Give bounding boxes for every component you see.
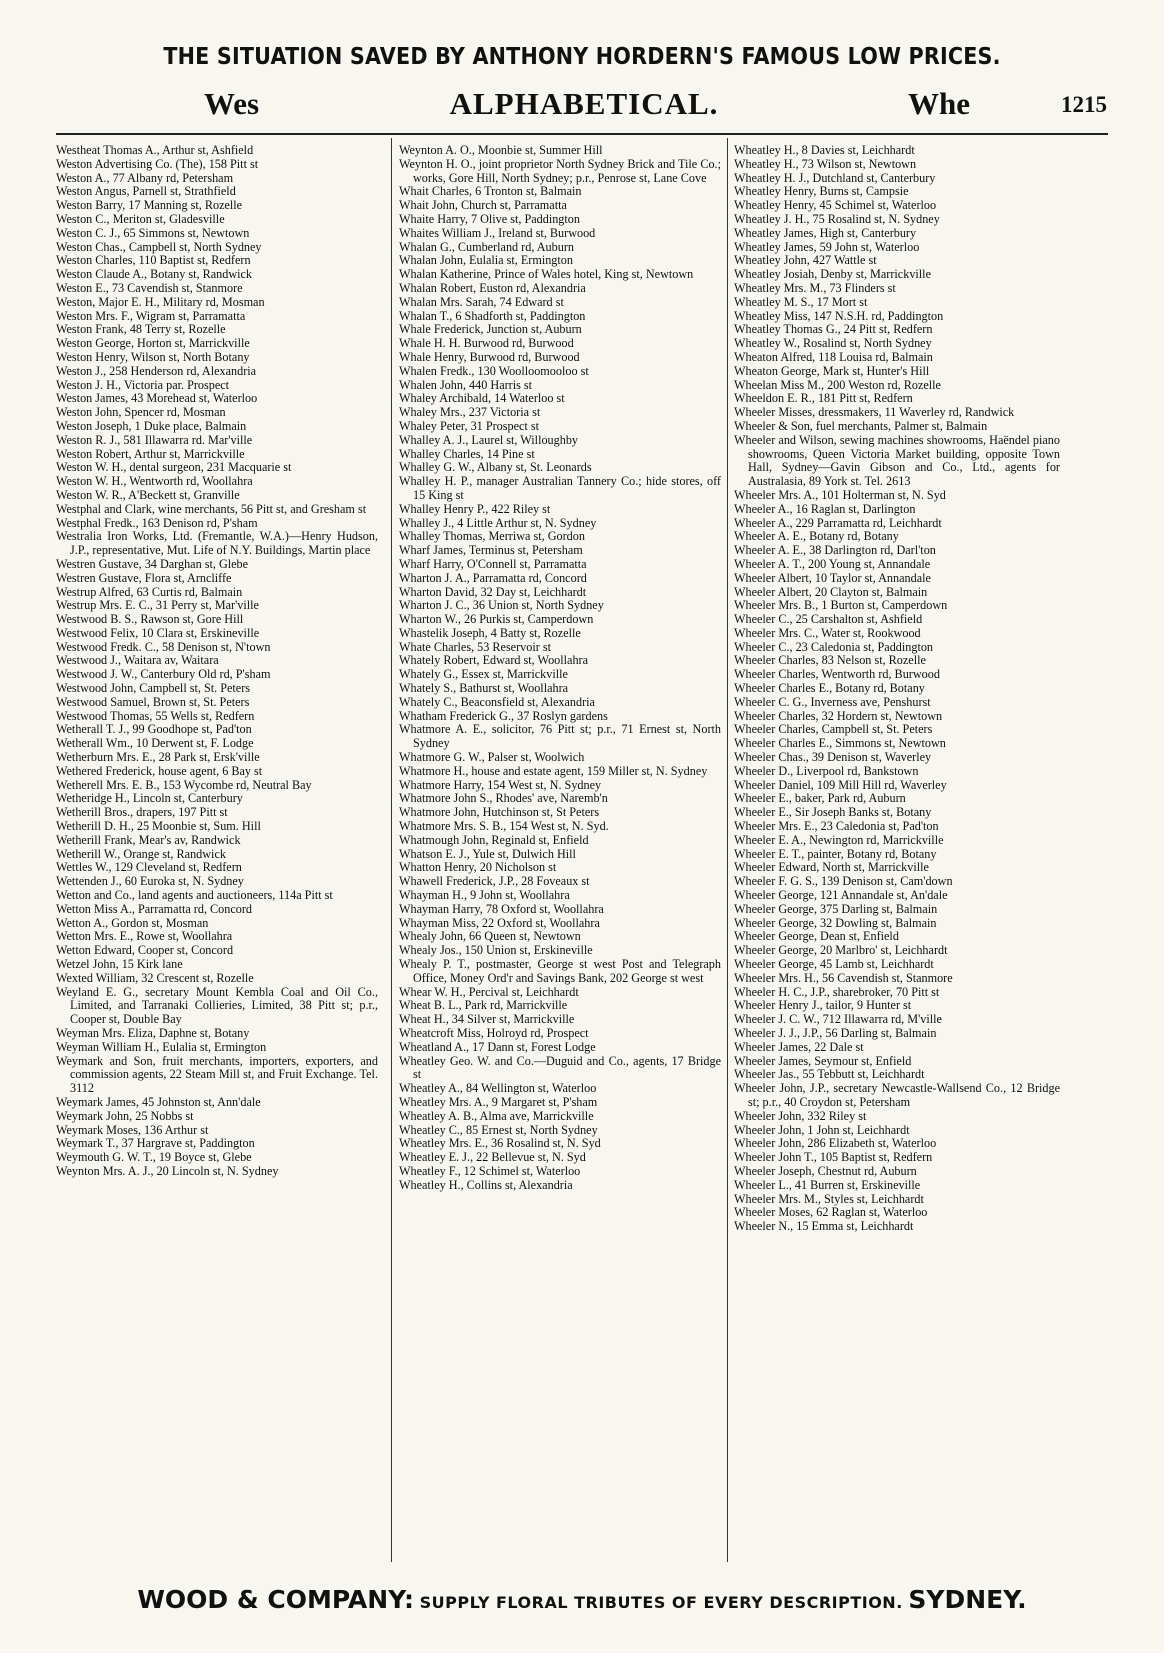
directory-entry: Whayman Miss, 22 Oxford st, Woollahra (399, 915, 600, 930)
directory-entry: Whear W. H., Percival st, Leichhardt (399, 984, 579, 999)
directory-entry: Whalan Mrs. Sarah, 74 Edward st (399, 294, 564, 309)
directory-entry: Weston C. J., 65 Simmons st, Newtown (56, 225, 250, 240)
directory-entry: Wheeler George, 32 Dowling st, Balmain (734, 915, 937, 930)
directory-entry: Westwood Felix, 10 Clara st, Erskineville (56, 625, 260, 640)
directory-entry: Westwood Samuel, Brown st, St. Peters (56, 694, 250, 709)
directory-entry: Whalley Thomas, Merriwa st, Gordon (399, 529, 585, 544)
directory-entry: Wheatley M. S., 17 Mort st (734, 294, 868, 309)
directory-entry: Wheeler A., 229 Parramatta rd, Leichhardt (734, 515, 942, 530)
directory-entry: Wheatley James, 59 John st, Waterloo (734, 239, 920, 254)
directory-entry: Whatton Henry, 20 Nicholson st (399, 860, 557, 875)
directory-entry: Wetherill W., Orange st, Randwick (56, 846, 226, 861)
directory-entry: Wheeler John T., 105 Baptist st, Redfern (734, 1150, 933, 1165)
directory-entry: Weston Claude A., Botany st, Randwick (56, 267, 253, 282)
directory-entry: Weymark and Son, fruit merchants, importers, exporters, and commission agents, 22 Steam Mill st, and Fruit Exchange. Tel. 3112 (56, 1053, 378, 1096)
directory-entry: Wharf Harry, O'Connell st, Parramatta (399, 556, 587, 571)
directory-entry: Wheeler George, Dean st, Enfield (734, 929, 899, 944)
directory-entry: Wheeldon E. R., 181 Pitt st, Redfern (734, 391, 913, 406)
directory-entry: Wheeler L., 41 Burren st, Erskineville (734, 1177, 921, 1192)
directory-entry: Wheatley J. H., 75 Rosalind st, N. Sydney (734, 211, 940, 226)
directory-entry: Wheeler C. G., Inverness ave, Penshurst (734, 694, 931, 709)
directory-entry: Wheatley Mrs. E., 36 Rosalind st, N. Syd (399, 1136, 601, 1151)
directory-entry: Wheeler and Wilson, sewing machines showrooms, Haëndel piano showrooms, Queen Victoria Market building, opposite Town Hall, Sydney—Gavin Gibson and Co., Ltd., agents for Australasia, 89 York st. Tel. 2613 (734, 432, 1060, 489)
directory-entry: Wheatley C., 85 Ernest st, North Sydney (399, 1122, 598, 1137)
directory-entry: Wheeler Albert, 10 Taylor st, Annandale (734, 570, 931, 585)
directory-entry: Weston E., 73 Cavendish st, Stanmore (56, 280, 243, 295)
directory-entry: Whait John, Church st, Parramatta (399, 198, 567, 213)
directory-entry: Weston Henry, Wilson st, North Botany (56, 349, 250, 364)
directory-entry: Whatmore John, Hutchinson st, St Peters (399, 805, 600, 820)
directory-entry: Wheeler E. A., Newington rd, Marrickville (734, 832, 944, 847)
directory-entry: Whately S., Bathurst st, Woollahra (399, 681, 569, 696)
directory-entry: Wheeler Edward, North st, Marrickville (734, 860, 929, 875)
directory-entry: Weston J. H., Victoria par. Prospect (56, 377, 230, 392)
directory-entry: Wetherill Frank, Mear's av, Randwick (56, 832, 241, 847)
directory-entry: Wheatley E. J., 22 Bellevue st, N. Syd (399, 1150, 586, 1165)
directory-entry: Wheeler D., Liverpool rd, Bankstown (734, 763, 919, 778)
advertiser-name: WOOD & COMPANY: (137, 1585, 415, 1614)
directory-entry: Westrup Mrs. E. C., 31 Perry st, Mar'ville (56, 598, 259, 613)
directory-entry: Whaley Mrs., 237 Victoria st (399, 405, 541, 420)
directory-entry: Wheeler John, J.P., secretary Newcastle-Wallsend Co., 12 Bridge st; p.r., 40 Croydon st, Petersham (734, 1081, 1060, 1109)
directory-entry: Wheeler N., 15 Emma st, Leichhardt (734, 1219, 914, 1234)
directory-entry: Whalley J., 4 Little Arthur st, N. Sydney (399, 515, 597, 530)
directory-entry: Westralia Iron Works, Ltd. (Fremantle, W.A.)—Henry Hudson, J.P., representative, Mut. Life of N.Y. Buildings, Martin place (56, 529, 378, 558)
directory-entry: Weynton Mrs. A. J., 20 Lincoln st, N. Sydney (56, 1163, 279, 1178)
directory-entry: Wheeler Daniel, 109 Mill Hill rd, Waverley (734, 777, 947, 792)
directory-entry: Weymouth G. W. T., 19 Boyce st, Glebe (56, 1150, 252, 1165)
directory-entry: Wharton W., 26 Purkis st, Camperdown (399, 612, 594, 627)
directory-entry: Whalley G. W., Albany st, St. Leonards (399, 460, 592, 475)
directory-entry: Whaites William J., Ireland st, Burwood (399, 225, 596, 240)
directory-entry: Wheeler George, 121 Annandale st, An'dale (734, 888, 948, 903)
last-guide-word: Whe (908, 86, 970, 121)
directory-entry: Weston Mrs. F., Wigram st, Parramatta (56, 308, 246, 323)
directory-entry: Weston W. H., Wentworth rd, Woollahra (56, 474, 253, 489)
directory-entry: Whalan Robert, Euston rd, Alexandria (399, 280, 586, 295)
directory-entry: Wheeler Mrs. H., 56 Cavendish st, Stanmore (734, 970, 953, 985)
directory-entry: Westwood John, Campbell st, St. Peters (56, 681, 251, 696)
directory-entry: Wheeler A. E., Botany rd, Botany (734, 529, 899, 544)
directory-column-2 (399, 144, 721, 1193)
directory-entry: Wheeler Charles, 32 Hordern st, Newtown (734, 708, 943, 723)
directory-entry: Whately C., Beaconsfield st, Alexandria (399, 694, 595, 709)
directory-entry: Whalan Katherine, Prince of Wales hotel, King st, Newtown (399, 267, 694, 282)
directory-entry: Weston A., 77 Albany rd, Petersham (56, 170, 234, 185)
directory-entry: Whale H. H. Burwood rd, Burwood (399, 336, 574, 351)
directory-entry: Wetherburn Mrs. E., 28 Park st, Ersk'ville (56, 750, 260, 765)
directory-entry: Wheatley Josiah, Denby st, Marrickville (734, 267, 931, 282)
directory-entry: Wheatcroft Miss, Holroyd rd, Prospect (399, 1026, 589, 1040)
directory-entry: Wheeler Mrs. B., 1 Burton st, Camperdown (734, 598, 948, 613)
directory-entry: Whayman H., 9 John st, Woollahra (399, 888, 570, 903)
directory-entry: Whalley Henry P., 422 Riley st (399, 501, 551, 516)
directory-entry: Wetzel John, 15 Kirk lane (56, 957, 183, 972)
directory-entry: Weston Frank, 48 Terry st, Rozelle (56, 322, 226, 337)
top-advertisement-banner: THE SITUATION SAVED BY ANTHONY HORDERN'S FAMOUS LOW PRICES. (163, 44, 1001, 70)
directory-entry: Whatson E. J., Yule st, Dulwich Hill (399, 846, 576, 861)
directory-entry: Wheeler James, 22 Dale st (734, 1039, 864, 1054)
directory-entry: Wetherell Mrs. E. B., 153 Wycombe rd, Neutral Bay (56, 777, 312, 792)
directory-entry: Whawell Frederick, J.P., 28 Foveaux st (399, 874, 590, 889)
directory-entry: Wheeler Charles E., Botany rd, Botany (734, 681, 925, 696)
directory-entry: Whatmore G. W., Palser st, Woolwich (399, 750, 585, 765)
directory-entry: Weyman Mrs. Eliza, Daphne st, Botany (56, 1026, 250, 1040)
directory-entry: Wheeler J. C. W., 712 Illawarra rd, M'ville (734, 1012, 942, 1027)
directory-entry: Wheeler George, 45 Lamb st, Leichhardt (734, 957, 934, 972)
directory-entry: Westwood Fredk. C., 58 Denison st, N'town (56, 639, 271, 654)
advertiser-city: SYDNEY. (908, 1585, 1027, 1614)
directory-entry: Westrup Alfred, 63 Curtis rd, Balmain (56, 584, 243, 599)
directory-entry: Whatham Frederick G., 37 Roslyn gardens (399, 708, 608, 723)
directory-entry: Wheeler George, 20 Marlbro' st, Leichhardt (734, 943, 948, 958)
directory-entry: Wheeler E. T., painter, Botany rd, Botany (734, 846, 937, 861)
directory-entry: Weynton H. O., joint proprietor North Sydney Brick and Tile Co.; works, Gore Hill, North Sydney; p.r., Penrose st, Lane Cove (399, 156, 721, 185)
directory-entry: Wheeler H. C., J.P., sharebroker, 70 Pitt st (734, 984, 940, 999)
directory-entry: Wheeler E., Sir Joseph Banks st, Botany (734, 805, 932, 820)
header-rule (56, 133, 1108, 135)
directory-entry: Wheatley Mrs. A., 9 Margaret st, P'sham (399, 1094, 598, 1109)
directory-entry: Weston Advertising Co. (The), 158 Pitt st (56, 156, 259, 171)
directory-entry: Weymark T., 37 Hargrave st, Paddington (56, 1136, 255, 1151)
directory-entry: Wheeler Mrs. A., 101 Holterman st, N. Syd (734, 487, 946, 502)
directory-entry: Wetherall T. J., 99 Goodhope st, Pad'ton (56, 722, 252, 737)
directory-entry: Whaley Peter, 31 Prospect st (399, 418, 539, 433)
directory-entry: Wheeler Joseph, Chestnut rd, Auburn (734, 1163, 917, 1178)
directory-entry: Wheatley A., 84 Wellington st, Waterloo (399, 1081, 597, 1096)
directory-entry: Weymark James, 45 Johnston st, Ann'dale (56, 1094, 261, 1109)
directory-entry: Wheatley Henry, 45 Schimel st, Waterloo (734, 198, 937, 213)
directory-entry: Weston James, 43 Morehead st, Waterloo (56, 391, 258, 406)
directory-entry: Wheeler Moses, 62 Raglan st, Waterloo (734, 1205, 928, 1220)
directory-entry: Westphal and Clark, wine merchants, 56 Pitt st, and Gresham st (56, 501, 367, 516)
directory-entry: Wheeler Albert, 20 Clayton st, Balmain (734, 584, 928, 599)
directory-entry: Whalley A. J., Laurel st, Willoughby (399, 432, 579, 447)
directory-entry: Whatmore Mrs. S. B., 154 West st, N. Syd. (399, 819, 609, 834)
directory-entry: Wetton Miss A., Parramatta rd, Concord (56, 901, 253, 916)
column-divider (391, 138, 392, 1562)
directory-entry: Whalan John, Eulalia st, Ermington (399, 253, 573, 268)
directory-entry: Wharton J. A., Parramatta rd, Concord (399, 570, 587, 585)
directory-entry: Whaite Harry, 7 Olive st, Paddington (399, 211, 580, 226)
directory-entry: Wheatley W., Rosalind st, North Sydney (734, 336, 932, 351)
directory-entry: Wheeler J. J., J.P., 56 Darling st, Balmain (734, 1026, 937, 1040)
directory-entry: Wheeler George, 375 Darling st, Balmain (734, 901, 938, 916)
directory-entry: Whale Frederick, Junction st, Auburn (399, 322, 582, 337)
directory-entry: Weston W. R., A'Beckett st, Granville (56, 487, 240, 502)
directory-entry: Wheatley John, 427 Wattle st (734, 253, 877, 268)
directory-entry: Whalen John, 440 Harris st (399, 377, 533, 392)
directory-entry: Weston, Major E. H., Military rd, Mosman (56, 294, 265, 309)
directory-entry: Weyland E. G., secretary Mount Kembla Coal and Oil Co., Limited, and Tarranaki Collieries, Limited, 38 Pitt st; p.r., Cooper st, Double Bay (56, 984, 378, 1027)
directory-entry: Wheatley H. J., Dutchland st, Canterbury (734, 170, 936, 185)
directory-entry: Weston C., Meriton st, Gladesville (56, 211, 225, 226)
directory-entry: Weyman William H., Eulalia st, Ermington (56, 1039, 267, 1054)
directory-entry: Weymark John, 25 Nobbs st (56, 1108, 194, 1123)
directory-entry: Whatmough John, Reginald st, Enfield (399, 832, 589, 847)
directory-entry: Weynton A. O., Moonbie st, Summer Hill (399, 143, 603, 157)
directory-entry: Weston Chas., Campbell st, North Sydney (56, 239, 262, 254)
directory-entry: Whate Charles, 53 Reservoir st (399, 639, 551, 654)
directory-entry: Whait Charles, 6 Tronton st, Balmain (399, 184, 582, 199)
directory-column-3 (734, 144, 1060, 1234)
directory-entry: Whatmore H., house and estate agent, 159 Miller st, N. Sydney (399, 763, 708, 778)
directory-entry: Weston Robert, Arthur st, Marrickville (56, 446, 245, 461)
directory-entry: Wheat H., 34 Silver st, Marrickville (399, 1012, 575, 1027)
directory-entry: Westwood J., Waitara av, Waitara (56, 653, 219, 668)
directory-entry: Wharton J. C., 36 Union st, North Sydney (399, 598, 604, 613)
directory-entry: Wheeler A. E., 38 Darlington rd, Darl'ton (734, 543, 936, 558)
directory-entry: Wheatley H., 73 Wilson st, Newtown (734, 156, 917, 171)
directory-entry: Whale Henry, Burwood rd, Burwood (399, 349, 580, 364)
directory-entry: Whately Robert, Edward st, Woollahra (399, 653, 589, 668)
advertisement-text: SUPPLY FLORAL TRIBUTES OF EVERY DESCRIPTION. (419, 1593, 903, 1612)
directory-entry: Weston Joseph, 1 Duke place, Balmain (56, 418, 247, 433)
directory-entry: Wheeler Mrs. C., Water st, Rookwood (734, 625, 921, 640)
directory-entry: Wheaton Alfred, 118 Louisa rd, Balmain (734, 349, 933, 364)
directory-entry: Wheeler Mrs. M., Styles st, Leichhardt (734, 1191, 924, 1206)
directory-entry: Wetton Edward, Cooper st, Concord (56, 943, 234, 958)
directory-entry: Wettenden J., 60 Euroka st, N. Sydney (56, 874, 244, 889)
directory-entry: Wheeler James, Seymour st, Enfield (734, 1053, 912, 1068)
directory-entry: Westwood B. S., Rawson st, Gore Hill (56, 612, 244, 627)
directory-entry: Wheeler Chas., 39 Denison st, Waverley (734, 750, 932, 765)
directory-entry: Wheeler John, 1 John st, Leichhardt (734, 1122, 910, 1137)
page-number: 1215 (1061, 92, 1107, 117)
directory-entry: Westheat Thomas A., Arthur st, Ashfield (56, 143, 254, 157)
directory-entry: Wheatley Henry, Burns st, Campsie (734, 184, 909, 199)
directory-entry: Weston W. H., dental surgeon, 231 Macquarie st (56, 460, 292, 475)
directory-entry: Wheatland A., 17 Dann st, Forest Lodge (399, 1039, 596, 1054)
directory-entry: Whastelik Joseph, 4 Batty st, Rozelle (399, 625, 581, 640)
directory-entry: Whatmore John S., Rhodes' ave, Naremb'n (399, 791, 608, 806)
directory-entry: Wheeler A., 16 Raglan st, Darlington (734, 501, 916, 516)
directory-entry: Wheeler Charles, 83 Nelson st, Rozelle (734, 653, 926, 668)
directory-entry: Whealy Jos., 150 Union st, Erskineville (399, 943, 593, 958)
directory-entry: Whately G., Essex st, Marrickville (399, 667, 568, 682)
directory-entry: Wheatley James, High st, Canterbury (734, 225, 917, 240)
directory-entry: Wheeler Jas., 55 Tebbutt st, Leichhardt (734, 1067, 925, 1082)
directory-entry: Wheeler Charles, Wentworth rd, Burwood (734, 667, 940, 682)
directory-entry: Wheeler Charles, Campbell st, St. Peters (734, 722, 933, 737)
directory-entry: Wheeler Misses, dressmakers, 11 Waverley rd, Randwick (734, 405, 1015, 420)
first-guide-word: Wes (204, 86, 260, 121)
directory-entry: Weston R. J., 581 Illawarra rd. Mar'ville (56, 432, 253, 447)
directory-entry: Wharf James, Terminus st, Petersham (399, 543, 583, 558)
directory-entry: Wetheridge H., Lincoln st, Canterbury (56, 791, 243, 806)
directory-entry: Wheeler E., baker, Park rd, Auburn (734, 791, 906, 806)
directory-entry: Whealy John, 66 Queen st, Newtown (399, 929, 581, 944)
directory-entry: Weston J., 258 Henderson rd, Alexandria (56, 363, 257, 378)
directory-entry: Wheatley Thomas G., 24 Pitt st, Redfern (734, 322, 933, 337)
running-head (64, 86, 1107, 126)
directory-entry: Wheatley F., 12 Schimel st, Waterloo (399, 1163, 581, 1178)
directory-entry: Wheatley Mrs. M., 73 Flinders st (734, 280, 896, 295)
directory-entry: Wheeler A. T., 200 Young st, Annandale (734, 556, 931, 571)
directory-entry: Wettles W., 129 Cleveland st, Redfern (56, 860, 242, 875)
directory-entry: Westwood J. W., Canterbury Old rd, P'sham (56, 667, 271, 682)
directory-entry: Wetherill Bros., drapers, 197 Pitt st (56, 805, 228, 820)
directory-entry: Wheat B. L., Park rd, Marrickville (399, 998, 568, 1013)
directory-entry: Whalen Fredk., 130 Woolloomooloo st (399, 363, 589, 378)
directory-entry: Wheeler C., 23 Caledonia st, Paddington (734, 639, 934, 654)
directory-entry: Whatmore A. E., solicitor, 76 Pitt st; p.r., 71 Ernest st, North Sydney (399, 722, 721, 751)
bottom-advertisement-banner (0, 1585, 1164, 1614)
directory-entry: Weston Barry, 17 Manning st, Rozelle (56, 198, 243, 213)
directory-entry: Wheeler Charles E., Simmons st, Newtown (734, 736, 946, 751)
directory-entry: Wheeler Mrs. E., 23 Caledonia st, Pad'ton (734, 819, 939, 834)
directory-entry: Wheatley H., Collins st, Alexandria (399, 1177, 573, 1192)
directory-entry: Westren Gustave, 34 Darghan st, Glebe (56, 556, 249, 571)
directory-entry: Weston Charles, 110 Baptist st, Redfern (56, 253, 251, 268)
directory-entry: Wheatley Miss, 147 N.S.H. rd, Paddington (734, 308, 944, 323)
directory-entry: Westren Gustave, Flora st, Arncliffe (56, 570, 232, 585)
directory-entry: Wheatley A. B., Alma ave, Marrickville (399, 1108, 594, 1123)
directory-entry: Wethered Frederick, house agent, 6 Bay st (56, 763, 263, 778)
section-title: ALPHABETICAL. (449, 86, 719, 121)
directory-entry: Whalan G., Cumberland rd, Auburn (399, 239, 574, 254)
directory-entry: Weston George, Horton st, Marrickville (56, 336, 250, 351)
directory-entry: Wheeler & Son, fuel merchants, Palmer st, Balmain (734, 418, 988, 433)
directory-entry: Wetherill D. H., 25 Moonbie st, Sum. Hill (56, 819, 261, 834)
column-divider (727, 138, 728, 1562)
directory-entry: Westphal Fredk., 163 Denison rd, P'sham (56, 515, 258, 530)
directory-entry: Wheeler C., 25 Carshalton st, Ashfield (734, 612, 923, 627)
directory-entry: Whalley Charles, 14 Pine st (399, 446, 535, 461)
directory-entry: Wetton Mrs. E., Rowe st, Woollahra (56, 929, 233, 944)
directory-entry: Wheaton George, Mark st, Hunter's Hill (734, 363, 930, 378)
directory-entry: Whaley Archibald, 14 Waterloo st (399, 391, 565, 406)
directory-entry: Wheatley Geo. W. and Co.—Duguid and Co., agents, 17 Bridge st (399, 1053, 721, 1082)
directory-entry: Weston Angus, Parnell st, Strathfield (56, 184, 236, 199)
directory-entry: Whealy P. T., postmaster, George st west Post and Telegraph Office, Money Ord'r and Savings Bank, 202 George st west (399, 957, 721, 985)
directory-entry: Whatmore Harry, 154 West st, N. Sydney (399, 777, 602, 792)
directory-entry: Whalley H. P., manager Australian Tannery Co.; hide stores, off 15 King st (399, 474, 721, 502)
directory-entry: Weston John, Spencer rd, Mosman (56, 405, 226, 420)
directory-entry: Wetherall Wm., 10 Derwent st, F. Lodge (56, 736, 254, 751)
directory-entry: Wheeler F. G. S., 139 Denison st, Cam'down (734, 874, 953, 889)
directory-entry: Wheatley H., 8 Davies st, Leichhardt (734, 143, 915, 157)
directory-entry: Wheeler John, 332 Riley st (734, 1108, 867, 1123)
directory-entry: Westwood Thomas, 55 Wells st, Redfern (56, 708, 255, 723)
directory-entry: Wheeler John, 286 Elizabeth st, Waterloo (734, 1136, 937, 1151)
directory-entry: Wetton and Co., land agents and auctioneers, 114a Pitt st (56, 888, 333, 903)
directory-entry: Whalan T., 6 Shadforth st, Paddington (399, 308, 586, 323)
directory-entry: Wheeler Henry J., tailor, 9 Hunter st (734, 998, 912, 1013)
directory-entry: Wexted William, 32 Crescent st, Rozelle (56, 970, 254, 985)
directory-column-1 (56, 144, 378, 1179)
directory-entry: Wheelan Miss M., 200 Weston rd, Rozelle (734, 377, 941, 392)
directory-entry: Wetton A., Gordon st, Mosman (56, 915, 209, 930)
directory-entry: Whayman Harry, 78 Oxford st, Woollahra (399, 901, 604, 916)
directory-entry: Wharton David, 32 Day st, Leichhardt (399, 584, 587, 599)
directory-entry: Weymark Moses, 136 Arthur st (56, 1122, 209, 1137)
